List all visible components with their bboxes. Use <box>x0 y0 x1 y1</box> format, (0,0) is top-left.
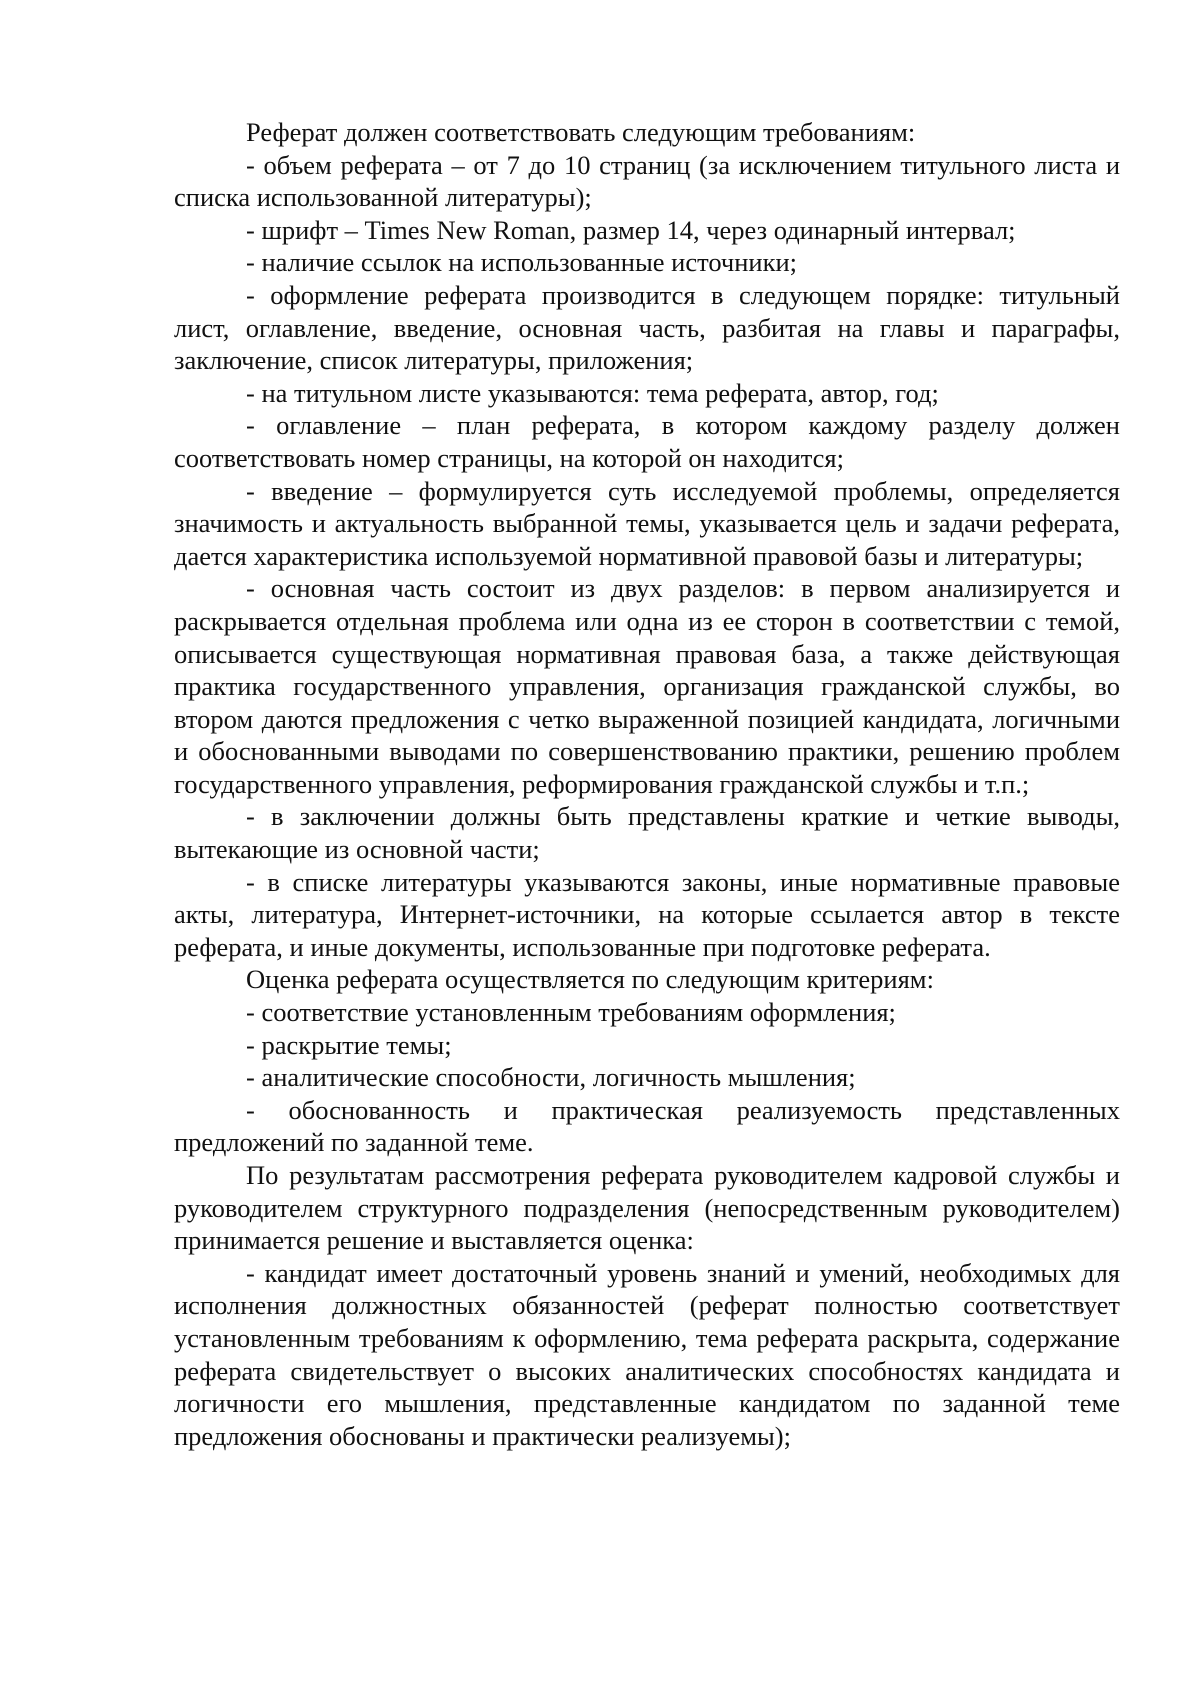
paragraph-order: - оформление реферата производится в следующем порядке: титульный лист, оглавление, введение, основная часть, разбитая на главы и параграфы, заключение, список литературы, приложения; <box>174 279 1120 376</box>
paragraph-criterion-topic: - раскрытие темы; <box>246 1029 452 1060</box>
paragraph-literature: - в списке литературы указываются законы, иные нормативные правовые акты, литература, Интернет-источники, на которые ссылается автор в тексте реферата, и иные документы, использованные при подготовке реферата. <box>174 866 1120 962</box>
paragraph-title-page: - на титульном листе указываются: тема реферата, автор, год; <box>246 377 939 408</box>
paragraph-contents: - оглавление – план реферата, в котором каждому разделу должен соответствовать номер страницы, на которой он находится; <box>174 410 1120 473</box>
paragraph-criteria-intro: Оценка реферата осуществляется по следующим критериям: <box>246 964 934 995</box>
paragraph-criterion-analytics: - аналитические способности, логичность мышления; <box>246 1062 856 1093</box>
paragraph-results-intro: По результатам рассмотрения реферата руководителем кадровой службы и руководителем структурного подразделения (непосредственным руководителем) принимается решение и выставляется оценка: <box>174 1160 1120 1256</box>
paragraph-conclusion: - в заключении должны быть представлены краткие и четкие выводы, вытекающие из основной части; <box>174 801 1120 865</box>
paragraph-criterion-format: - соответствие установленным требованиям оформления; <box>246 997 896 1028</box>
document-page <box>174 116 1120 1452</box>
paragraph-font: - шрифт – Times New Roman, размер 14, через одинарный интервал; <box>246 214 1016 245</box>
paragraph-requirements-intro: Реферат должен соответствовать следующим требованиям: <box>246 117 916 147</box>
paragraph-result-sufficient: - кандидат имеет достаточный уровень знаний и умений, необходимых для исполнения должностных обязанностей (реферат полностью соответствует установленным требованиям к оформлению, тема реферата раскрыта, содержание реферата свидетельствует о высоких аналитических способностях кандидата и логичности его мышления, представленные кандидатом по заданной теме предложения обоснованы и практически реализуемы); <box>174 1257 1120 1451</box>
paragraph-volume: - объем реферата – от 7 до 10 страниц (за исключением титульного листа и списка использованной литературы); <box>174 149 1120 213</box>
paragraph-criterion-proposals: - обоснованность и практическая реализуемость представленных предложений по заданной теме. <box>174 1094 1120 1158</box>
paragraph-main-part: - основная часть состоит из двух разделов: в первом анализируется и раскрывается отдельная проблема или одна из ее сторон в соответствии с темой, описывается существующая нормативная правовая база, а также действующая практика государственного управления, организация гражданской службы, во втором даются предложения с четко выраженной позицией кандидата, логичными и обоснованными выводами по совершенствованию практики, решению проблем государственного управления, реформирования гражданской службы и т.п.; <box>174 573 1120 799</box>
paragraph-references: - наличие ссылок на использованные источники; <box>246 247 798 278</box>
paragraph-introduction: - введение – формулируется суть исследуемой проблемы, определяется значимость и актуальность выбранной темы, указывается цель и задачи реферата, дается характеристика используемой нормативной правовой базы и литературы; <box>174 475 1120 571</box>
